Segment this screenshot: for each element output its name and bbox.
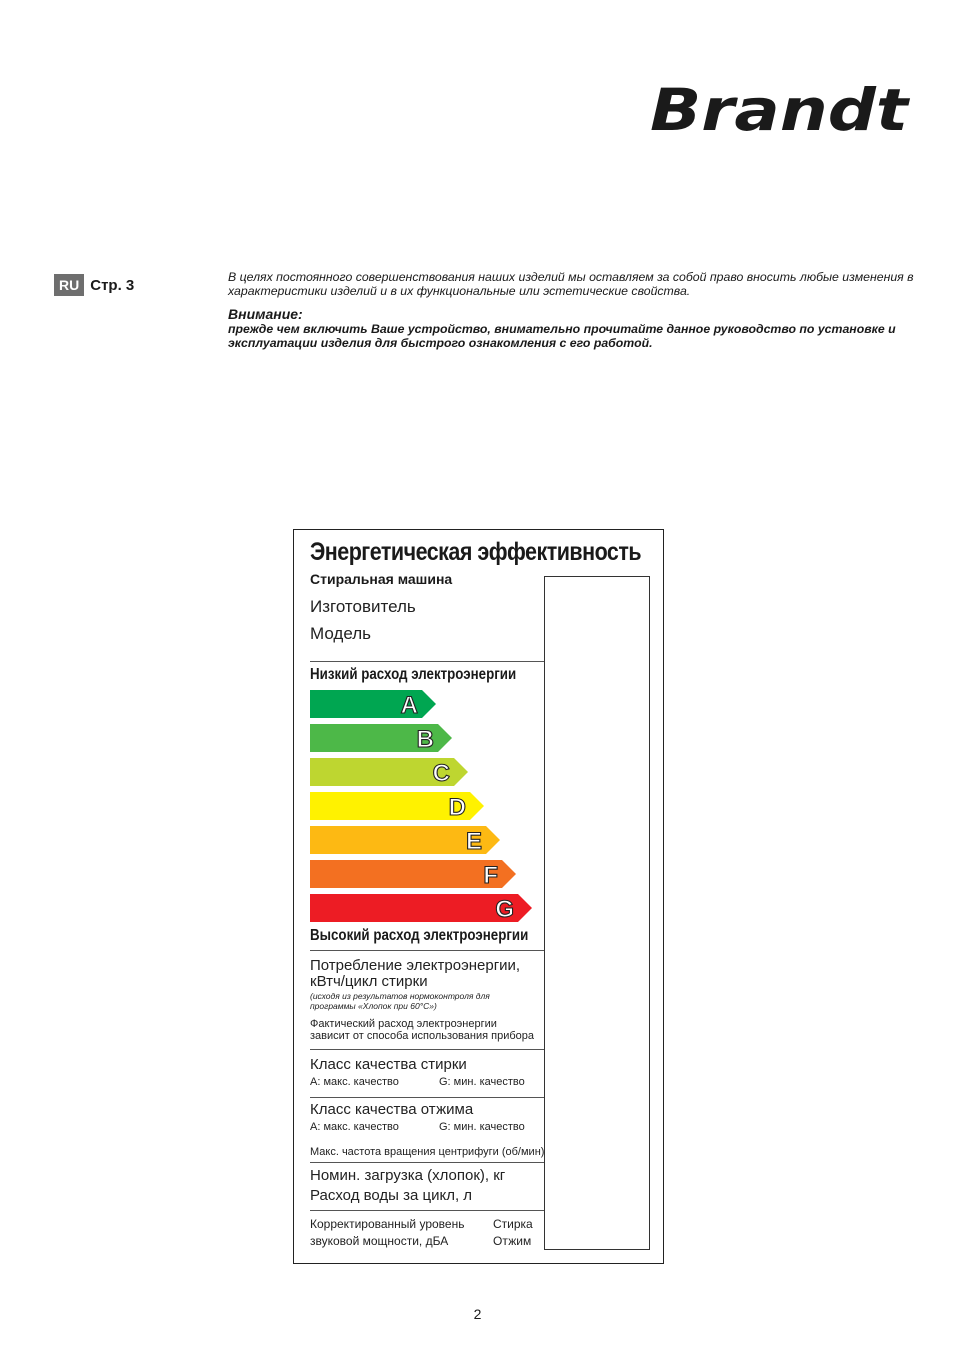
energy-class-letter: A xyxy=(400,692,418,718)
consumption-note-line1: (исходя из результатов нормоконтроля для xyxy=(310,991,490,1001)
water-label: Расход воды за цикл, л xyxy=(310,1187,473,1204)
product-type: Стиральная машина xyxy=(310,571,453,587)
warning-text: прежде чем включить Ваше устройство, внимательно прочитайте данное руководство по установке и эксплуатации изделия для быстрого ознакомления с его работой. xyxy=(228,322,896,350)
low-consumption-label: Низкий расход электроэнергии xyxy=(310,666,517,683)
divider xyxy=(310,1210,544,1211)
divider xyxy=(310,1097,544,1098)
energy-class-g xyxy=(310,894,532,922)
manufacturer-label: Изготовитель xyxy=(310,597,416,616)
energy-class-letter: E xyxy=(465,828,482,854)
spin-class-a: A: макс. качество xyxy=(310,1121,399,1133)
actual-consumption-line2: зависит от способа использования прибора xyxy=(310,1030,535,1042)
noise-wash-label: Стирка xyxy=(493,1217,533,1231)
intro-block xyxy=(228,270,918,350)
energy-class-d xyxy=(310,792,484,820)
wash-class-g: G: мин. качество xyxy=(439,1076,525,1088)
energy-class-letter: B xyxy=(416,726,434,752)
divider xyxy=(310,1049,544,1050)
model-label: Модель xyxy=(310,624,372,643)
energy-class-letter: F xyxy=(483,862,498,888)
svg-text:Brandt: Brandt xyxy=(650,82,911,138)
energy-class-b xyxy=(310,724,452,752)
spin-class-label: Класс качества отжима xyxy=(310,1101,474,1118)
label-values-box xyxy=(544,576,650,1250)
page-reference: Стр. 3 xyxy=(90,276,135,294)
language-badge: RU xyxy=(54,274,84,296)
spin-class-g: G: мин. качество xyxy=(439,1121,525,1133)
divider xyxy=(310,950,544,951)
consumption-label-line2: кВтч/цикл стирки xyxy=(310,973,428,990)
actual-consumption-line1: Фактический расход электроэнергии xyxy=(310,1018,497,1030)
energy-class-f xyxy=(310,860,516,888)
language-row xyxy=(54,274,134,296)
wash-class-label: Класс качества стирки xyxy=(310,1056,467,1073)
energy-class-letter: G xyxy=(495,896,514,922)
wash-class-a: A: макс. качество xyxy=(310,1076,399,1088)
noise-spin-label: Отжим xyxy=(493,1234,532,1248)
brandt-logo xyxy=(650,82,912,138)
energy-label xyxy=(293,529,664,1264)
energy-class-a xyxy=(310,690,436,718)
load-label: Номин. загрузка (хлопок), кг xyxy=(310,1167,506,1184)
energy-class-c xyxy=(310,758,468,786)
max-spin-label: Макс. частота вращения центрифуги (об/мин) xyxy=(310,1146,545,1158)
energy-class-e xyxy=(310,826,500,854)
noise-label-line2: звуковой мощности, дБА xyxy=(310,1234,449,1248)
noise-label-line1: Корректированный уровень xyxy=(310,1217,465,1231)
consumption-label-line1: Потребление электроэнергии, xyxy=(310,957,521,974)
warning-title: Внимание: xyxy=(228,306,303,322)
label-title: Энергетическая эффективность xyxy=(310,538,642,566)
divider xyxy=(310,1162,544,1163)
energy-class-letter: C xyxy=(432,760,450,786)
high-consumption-label: Высокий расход электроэнергии xyxy=(310,927,529,944)
divider xyxy=(310,661,544,662)
page-number: 2 xyxy=(473,1306,482,1322)
consumption-note-line2: программы «Хлопок при 60°C») xyxy=(310,1001,437,1011)
notice-text: В целях постоянного совершенствования наших изделий мы оставляем за собой право вносить любые изменения в характеристики изделий и в их функциональные или эстетические свойства. xyxy=(228,270,914,298)
energy-class-letter: D xyxy=(448,794,466,820)
